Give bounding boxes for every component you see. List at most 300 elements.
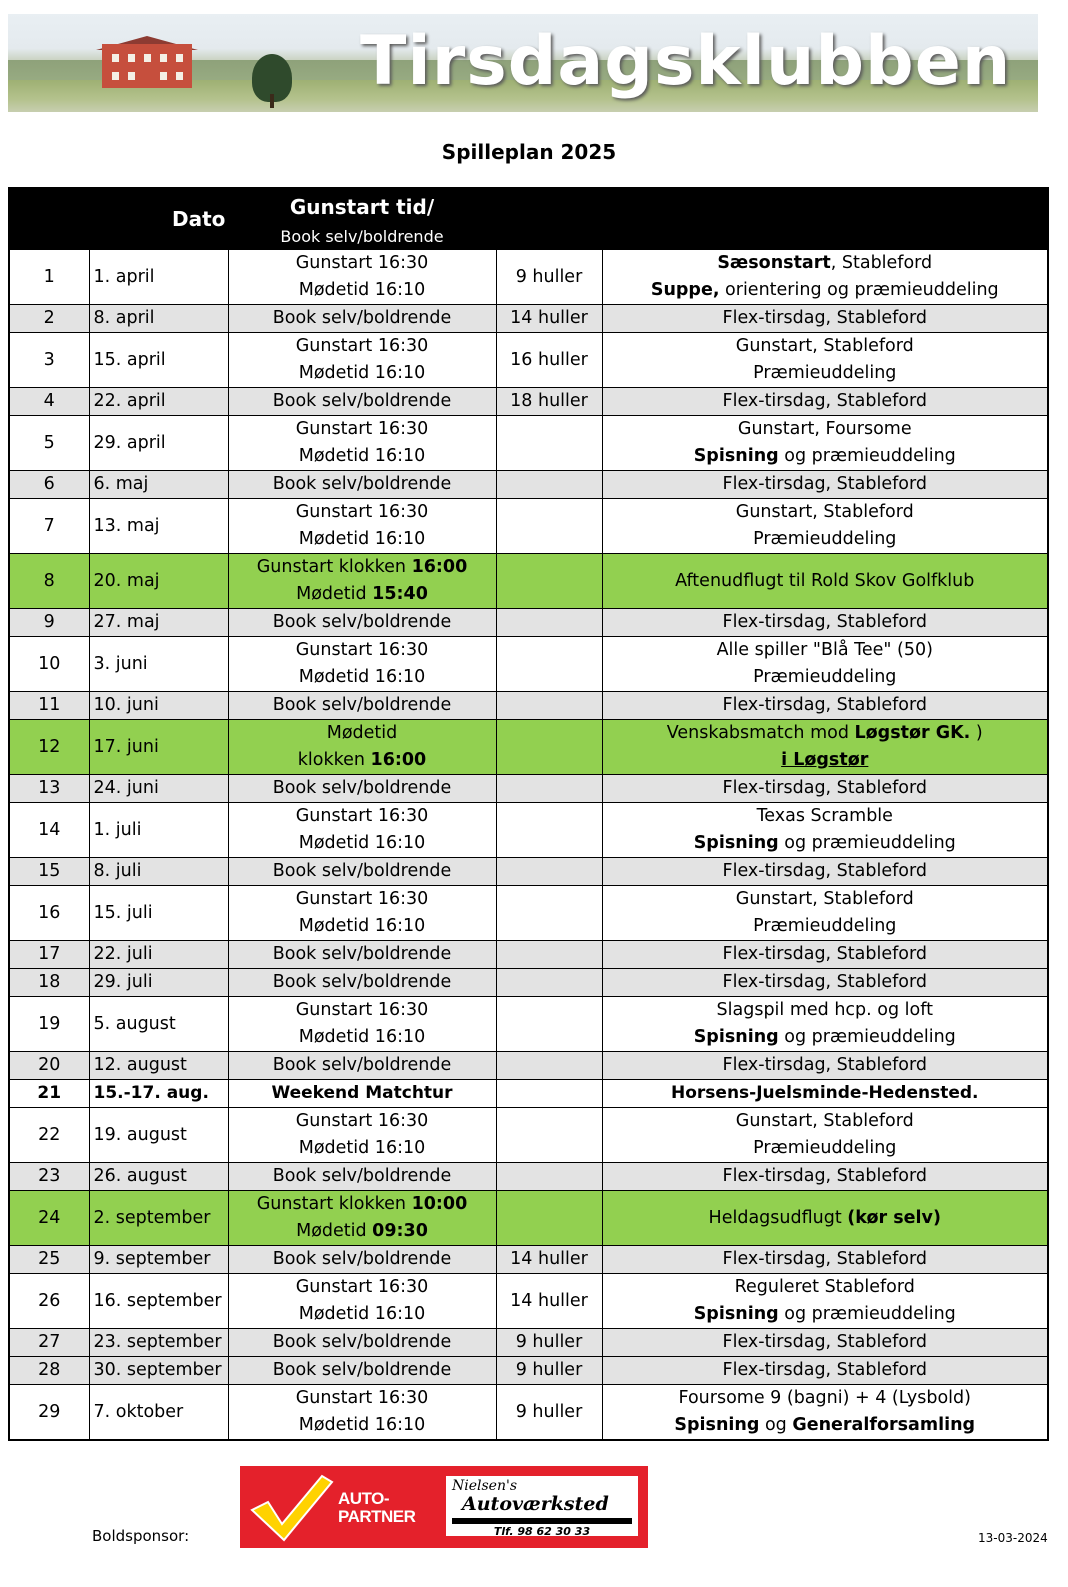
row-holes (496, 609, 602, 637)
row-start-time (228, 775, 496, 803)
row-number: 6 (9, 471, 89, 499)
text-segment: Horsens-Juelsminde-Hedensted. (671, 1083, 979, 1103)
row-number: 1 (9, 250, 89, 305)
row-start-time (228, 720, 496, 775)
cell-line (603, 333, 1048, 360)
table-row (9, 858, 1048, 886)
row-date: 30. september (89, 1357, 228, 1385)
row-date: 5. august (89, 997, 228, 1052)
row-event (602, 692, 1048, 720)
row-number: 10 (9, 637, 89, 692)
cell-line (603, 803, 1048, 830)
row-date: 7. oktober (89, 1385, 228, 1441)
schedule-body (9, 250, 1048, 1441)
text-segment: Flex-tirsdag, Stableford (722, 1332, 927, 1352)
cell-line (603, 1024, 1048, 1051)
text-segment: Gunstart, Foursome (737, 419, 912, 439)
cell-line: Mødetid 16:10 (298, 1304, 426, 1324)
text-segment: Flex-tirsdag, Stableford (722, 1360, 927, 1380)
text-segment: Spisning (674, 1415, 760, 1435)
cell-line (603, 969, 1048, 996)
table-row (9, 637, 1048, 692)
row-holes (496, 554, 602, 609)
row-holes: 9 huller (496, 1329, 602, 1357)
text-segment: Flex-tirsdag, Stableford (722, 972, 927, 992)
row-date: 8. juli (89, 858, 228, 886)
cell-line: Book selv/boldrende (272, 1360, 452, 1380)
header-holes (496, 188, 602, 250)
row-start-time (228, 1329, 496, 1357)
row-date: 12. august (89, 1052, 228, 1080)
cell-line (603, 1246, 1048, 1273)
cell-line (603, 1329, 1048, 1356)
row-event (602, 637, 1048, 692)
row-holes: 9 huller (496, 1357, 602, 1385)
row-date: 8. april (89, 305, 228, 333)
sponsor-label: Boldsponsor: (92, 1527, 190, 1545)
row-event (602, 609, 1048, 637)
row-holes: 16 huller (496, 333, 602, 388)
row-number: 21 (9, 1080, 89, 1108)
cell-line: Book selv/boldrende (272, 1249, 452, 1269)
header-banner (8, 14, 1038, 112)
row-date: 20. maj (89, 554, 228, 609)
table-row (9, 499, 1048, 554)
text-segment: Flex-tirsdag, Stableford (722, 861, 927, 881)
text-segment: Gunstart, Stableford (735, 502, 914, 522)
row-event (602, 1329, 1048, 1357)
cell-line (603, 1052, 1048, 1079)
row-holes (496, 1163, 602, 1191)
text-segment: Præmieuddeling (753, 916, 897, 936)
row-holes: 14 huller (496, 1246, 602, 1274)
cell-line: Book selv/boldrende (272, 1332, 452, 1352)
cell-line (603, 1108, 1048, 1135)
header-dato: Dato (89, 188, 228, 250)
cell-line (603, 913, 1048, 940)
row-start-time (228, 250, 496, 305)
row-event (602, 969, 1048, 997)
table-header-row (9, 188, 1048, 250)
cell-line (603, 1274, 1048, 1301)
banner-title: Tirsdagsklubben (360, 22, 1012, 101)
text-segment: Texas Scramble (756, 806, 893, 826)
text-segment: Spisning (693, 446, 779, 466)
row-date: 15. juli (89, 886, 228, 941)
row-number: 17 (9, 941, 89, 969)
row-start-time (228, 1191, 496, 1246)
row-number: 19 (9, 997, 89, 1052)
row-number: 3 (9, 333, 89, 388)
table-row (9, 1108, 1048, 1163)
row-event (602, 1108, 1048, 1163)
row-start-time (228, 858, 496, 886)
table-row (9, 305, 1048, 333)
text-segment: Flex-tirsdag, Stableford (722, 474, 927, 494)
checkmark-icon (248, 1472, 334, 1542)
table-row (9, 886, 1048, 941)
header-event (602, 188, 1048, 250)
row-date: 23. september (89, 1329, 228, 1357)
row-number: 27 (9, 1329, 89, 1357)
cell-line: Gunstart 16:30 (295, 640, 429, 660)
cell-line (603, 747, 1048, 774)
header-time (228, 188, 496, 250)
cell-line: Mødetid 16:10 (298, 363, 426, 383)
row-start-time (228, 941, 496, 969)
row-number: 24 (9, 1191, 89, 1246)
header-time-line1: Gunstart tid/ (289, 195, 435, 219)
row-number: 2 (9, 305, 89, 333)
row-event (602, 1385, 1048, 1441)
workshop-script: Nielsen's (452, 1478, 518, 1494)
cell-line (603, 830, 1048, 857)
row-date: 16. september (89, 1274, 228, 1329)
table-row (9, 720, 1048, 775)
text-segment: og præmieuddeling (778, 1027, 956, 1047)
cell-line (229, 554, 496, 581)
cell-line (603, 1163, 1048, 1190)
banner-tree-trunk (270, 94, 274, 108)
row-holes (496, 886, 602, 941)
text-segment: Alle spiller "Blå Tee" (50) (716, 640, 933, 660)
table-row (9, 388, 1048, 416)
row-number: 8 (9, 554, 89, 609)
cell-line (603, 360, 1048, 387)
row-start-time (228, 803, 496, 858)
cell-line: Gunstart 16:30 (295, 502, 429, 522)
text-segment: Suppe, (650, 280, 720, 300)
row-number: 9 (9, 609, 89, 637)
text-segment: Gunstart klokken (256, 557, 412, 577)
row-event (602, 305, 1048, 333)
cell-line (603, 388, 1048, 415)
row-holes (496, 858, 602, 886)
cell-line (229, 747, 496, 774)
cell-line: Mødetid 16:10 (298, 916, 426, 936)
cell-line: Mødetid 16:10 (298, 1138, 426, 1158)
cell-line (603, 499, 1048, 526)
cell-line (603, 664, 1048, 691)
row-number: 14 (9, 803, 89, 858)
workshop-logo (446, 1476, 638, 1536)
row-holes: 9 huller (496, 250, 602, 305)
cell-line: Mødetid 16:10 (298, 1027, 426, 1047)
row-holes (496, 416, 602, 471)
text-segment: Flex-tirsdag, Stableford (722, 1249, 927, 1269)
table-row (9, 1246, 1048, 1274)
row-start-time (228, 1385, 496, 1441)
cell-line (603, 471, 1048, 498)
row-event (602, 1080, 1048, 1108)
row-event (602, 941, 1048, 969)
table-row (9, 416, 1048, 471)
cell-line: Gunstart 16:30 (295, 336, 429, 356)
cell-line (603, 858, 1048, 885)
row-holes (496, 1052, 602, 1080)
cell-line (603, 526, 1048, 553)
text-segment: og præmieuddeling (778, 1304, 956, 1324)
row-holes (496, 720, 602, 775)
text-segment: orientering og præmieuddeling (719, 280, 999, 300)
cell-line (603, 1412, 1048, 1439)
text-segment: og (759, 1415, 793, 1435)
row-date: 22. april (89, 388, 228, 416)
text-segment: Heldagsudflugt (708, 1207, 848, 1228)
text-segment: Løgstør GK. (854, 723, 971, 743)
row-date: 13. maj (89, 499, 228, 554)
cell-line (603, 416, 1048, 443)
row-holes (496, 969, 602, 997)
cell-line (229, 720, 496, 747)
row-date: 19. august (89, 1108, 228, 1163)
row-start-time (228, 1357, 496, 1385)
row-date: 3. juni (89, 637, 228, 692)
cell-line (603, 692, 1048, 719)
row-start-time (228, 305, 496, 333)
text-segment: 16:00 (411, 557, 468, 577)
table-row (9, 609, 1048, 637)
text-segment: Præmieuddeling (753, 529, 897, 549)
row-holes: 14 huller (496, 1274, 602, 1329)
cell-line (229, 1191, 496, 1218)
cell-line: Mødetid 16:10 (298, 667, 426, 687)
row-event (602, 416, 1048, 471)
date-stamp: 13-03-2024 (978, 1531, 1048, 1545)
table-row (9, 1329, 1048, 1357)
row-event (602, 471, 1048, 499)
cell-line: Mødetid 16:10 (298, 529, 426, 549)
row-holes: 9 huller (496, 1385, 602, 1441)
row-number: 16 (9, 886, 89, 941)
row-holes (496, 637, 602, 692)
autopartner-logo-text (338, 1490, 415, 1526)
row-holes: 18 huller (496, 388, 602, 416)
row-event (602, 499, 1048, 554)
text-segment: 09:30 (372, 1221, 428, 1241)
row-number: 28 (9, 1357, 89, 1385)
row-number: 11 (9, 692, 89, 720)
cell-line (603, 568, 1048, 595)
text-segment: og præmieuddeling (778, 833, 956, 853)
cell-line: Book selv/boldrende (272, 1166, 452, 1186)
text-segment: (kør selv) (847, 1207, 941, 1228)
row-date: 9. september (89, 1246, 228, 1274)
row-start-time (228, 886, 496, 941)
text-segment: Gunstart, Stableford (735, 1111, 914, 1131)
cell-line: Book selv/boldrende (272, 972, 452, 992)
text-segment: Gunstart, Stableford (735, 336, 914, 356)
row-start-time (228, 692, 496, 720)
sponsor-logo (240, 1466, 648, 1548)
row-start-time (228, 499, 496, 554)
table-row (9, 941, 1048, 969)
table-row (9, 692, 1048, 720)
text-segment: klokken (297, 750, 371, 770)
cell-line: Book selv/boldrende (272, 778, 452, 798)
row-date: 24. juni (89, 775, 228, 803)
cell-line (229, 581, 496, 608)
text-segment: Slagspil med hcp. og loft (716, 1000, 933, 1020)
text-segment: Præmieuddeling (753, 363, 897, 383)
cell-line: Gunstart 16:30 (295, 1111, 429, 1131)
row-date: 15. april (89, 333, 228, 388)
autopartner-line2: PARTNER (338, 1507, 416, 1526)
text-segment: Flex-tirsdag, Stableford (722, 778, 927, 798)
text-segment: Flex-tirsdag, Stableford (722, 1166, 927, 1186)
cell-line (603, 1205, 1048, 1232)
table-row (9, 471, 1048, 499)
text-segment: Mødetid (296, 584, 373, 604)
row-start-time (228, 969, 496, 997)
cell-line: Book selv/boldrende (272, 1055, 452, 1075)
text-segment: Flex-tirsdag, Stableford (722, 308, 927, 328)
cell-line: Book selv/boldrende (272, 474, 452, 494)
cell-line: Book selv/boldrende (272, 861, 452, 881)
table-row (9, 803, 1048, 858)
text-segment: , Stableford (830, 253, 933, 273)
text-segment: Flex-tirsdag, Stableford (722, 1055, 927, 1075)
row-holes (496, 1108, 602, 1163)
cell-line: Gunstart 16:30 (295, 889, 429, 909)
cell-line (603, 1357, 1048, 1384)
cell-line: Gunstart 16:30 (295, 419, 429, 439)
table-row (9, 997, 1048, 1052)
row-start-time (228, 1108, 496, 1163)
row-start-time (228, 1274, 496, 1329)
cell-line (603, 775, 1048, 802)
cell-line: Mødetid 16:10 (298, 280, 426, 300)
row-date: 29. april (89, 416, 228, 471)
row-number: 25 (9, 1246, 89, 1274)
row-event (602, 1191, 1048, 1246)
text-segment: Spisning (693, 1304, 779, 1324)
banner-clubhouse (102, 44, 192, 88)
text-segment: Gunstart, Stableford (735, 889, 914, 909)
cell-line (603, 720, 1048, 747)
row-number: 20 (9, 1052, 89, 1080)
row-date: 6. maj (89, 471, 228, 499)
row-event (602, 1274, 1048, 1329)
row-event (602, 997, 1048, 1052)
text-segment: Flex-tirsdag, Stableford (722, 695, 927, 715)
table-row (9, 1274, 1048, 1329)
cell-line: Book selv/boldrende (272, 695, 452, 715)
row-event (602, 1246, 1048, 1274)
row-date: 10. juni (89, 692, 228, 720)
text-segment: Venskabsmatch mod (666, 723, 855, 743)
table-row (9, 1191, 1048, 1246)
text-segment: Foursome 9 (bagni) + 4 (Lysbold) (678, 1388, 971, 1408)
cell-line: Book selv/boldrende (272, 612, 452, 632)
row-number: 4 (9, 388, 89, 416)
row-event (602, 886, 1048, 941)
row-number: 13 (9, 775, 89, 803)
row-holes (496, 941, 602, 969)
schedule-table (8, 187, 1049, 1441)
row-holes (496, 692, 602, 720)
row-start-time (228, 1246, 496, 1274)
row-number: 26 (9, 1274, 89, 1329)
cell-line: Mødetid 16:10 (298, 1415, 426, 1435)
cell-line: Weekend Matchtur (271, 1083, 453, 1103)
cell-line (603, 443, 1048, 470)
table-row (9, 1052, 1048, 1080)
row-holes (496, 1191, 602, 1246)
row-event (602, 1357, 1048, 1385)
cell-line: Book selv/boldrende (272, 944, 452, 964)
row-holes: 14 huller (496, 305, 602, 333)
row-date: 29. juli (89, 969, 228, 997)
row-date: 2. september (89, 1191, 228, 1246)
row-start-time (228, 637, 496, 692)
text-segment: Flex-tirsdag, Stableford (722, 391, 927, 411)
cell-line (229, 1218, 496, 1245)
cell-line: Book selv/boldrende (272, 308, 452, 328)
text-segment: og præmieuddeling (778, 446, 956, 466)
cell-line (603, 1385, 1048, 1412)
text-segment: Sæsonstart (717, 253, 831, 273)
cell-line (603, 609, 1048, 636)
cell-line: Mødetid 16:10 (298, 446, 426, 466)
cell-line: Gunstart 16:30 (295, 1000, 429, 1020)
row-start-time (228, 609, 496, 637)
autopartner-line1: AUTO- (338, 1489, 390, 1508)
row-number: 5 (9, 416, 89, 471)
text-segment: Præmieuddeling (753, 667, 897, 687)
cell-line: Gunstart 16:30 (295, 253, 429, 273)
row-start-time (228, 997, 496, 1052)
cell-line (603, 1080, 1048, 1107)
row-number: 15 (9, 858, 89, 886)
workshop-divider (452, 1518, 632, 1524)
table-row (9, 333, 1048, 388)
text-segment: i Løgstør (781, 750, 869, 770)
row-number: 7 (9, 499, 89, 554)
cell-line (603, 250, 1048, 277)
row-holes (496, 499, 602, 554)
row-start-time (228, 471, 496, 499)
cell-line (603, 1301, 1048, 1328)
cell-line (603, 305, 1048, 332)
cell-line (603, 997, 1048, 1024)
table-row (9, 250, 1048, 305)
text-segment: Flex-tirsdag, Stableford (722, 944, 927, 964)
row-number: 29 (9, 1385, 89, 1441)
header-time-line2: Book selv/boldrende (280, 227, 444, 246)
table-row (9, 775, 1048, 803)
text-segment: Mødetid (326, 723, 398, 743)
row-number: 12 (9, 720, 89, 775)
text-segment: ) (970, 723, 983, 743)
text-segment: Spisning (693, 1027, 779, 1047)
cell-line (603, 886, 1048, 913)
table-row (9, 1357, 1048, 1385)
row-date: 17. juni (89, 720, 228, 775)
text-segment: Præmieuddeling (753, 1138, 897, 1158)
row-date: 1. juli (89, 803, 228, 858)
cell-line: Gunstart 16:30 (295, 1388, 429, 1408)
row-start-time (228, 1052, 496, 1080)
table-row (9, 554, 1048, 609)
cell-line: Book selv/boldrende (272, 391, 452, 411)
text-segment: Flex-tirsdag, Stableford (722, 612, 927, 632)
row-holes (496, 775, 602, 803)
row-date: 22. juli (89, 941, 228, 969)
row-event (602, 803, 1048, 858)
table-row (9, 1080, 1048, 1108)
page-title: Spilleplan 2025 (441, 140, 617, 164)
